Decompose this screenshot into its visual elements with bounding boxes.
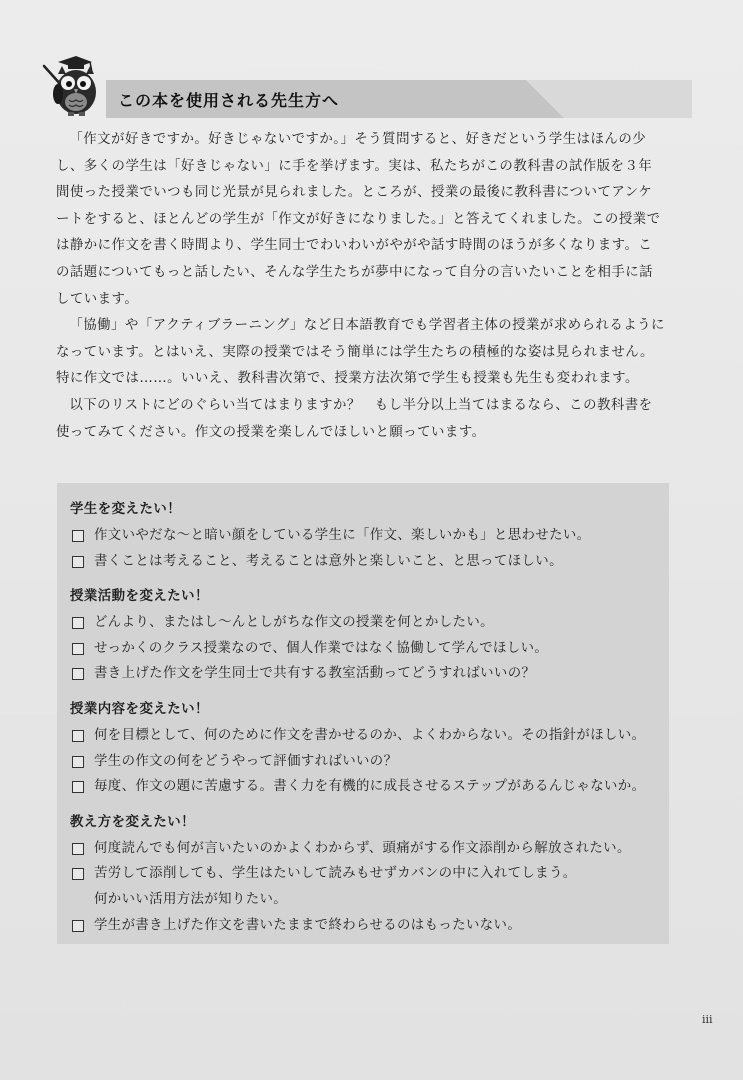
checklist-item-text: どんより、またはし～んとしがちな作文の授業を何とかしたい。	[94, 615, 494, 631]
checklist-item[interactable]	[70, 723, 660, 749]
checkbox[interactable]	[72, 556, 84, 568]
checklist-item[interactable]	[70, 836, 660, 862]
checkbox[interactable]	[72, 730, 84, 742]
section-heading	[40, 56, 680, 120]
checkbox[interactable]	[72, 756, 84, 768]
checkbox[interactable]	[72, 920, 84, 932]
checklist-item-text: せっかくのクラス授業なので、個人作業ではなく協働して学んでほしい。	[94, 640, 549, 656]
checklist-item[interactable]	[70, 610, 660, 636]
intro-paragraph-1: 「作文が好きですか。好きじゃないですか。」そう質問すると、好きだという学生はほんの少し、多くの学生は「好きじゃない」に手を挙げます。実は、私たちがこの教科書の試作版を３年間使った授業でいつも同じ光景が見られました。ところが、授業の最後に教科書についてアンケートをすると、ほとんどの学生が「作文が好きになりました。」と答えてくれました。この授業では静かに作文を書く時間より、学生同士でわいわいがやがや話す時間のほうが多くなります。この話題についてもっと話したい、そんな学生たちが夢中になって自分の言いたいことを相手に話しています。	[56, 132, 661, 307]
intro-text	[56, 127, 666, 446]
checklist-item[interactable]	[70, 523, 660, 549]
checklist-item-text: 毎度、作文の題に苦慮する。書く力を有機的に成長させるステップがあるんじゃないか。	[94, 779, 646, 795]
section-title: 授業活動を変えたい！	[70, 589, 209, 605]
intro-paragraph-3: 以下のリストにどのぐらい当てはまりますか？ もし半分以上当てはまるなら、この教科書を使ってみてください。作文の授業を楽しんでほしいと願っています。	[56, 397, 653, 440]
checklist-item[interactable]	[70, 861, 660, 912]
checkbox[interactable]	[72, 617, 84, 629]
checkbox[interactable]	[72, 643, 84, 655]
page-title: この本を使用される先生方へ	[118, 90, 340, 110]
checklist-section-teaching	[70, 810, 660, 938]
checklist-item-text: 何度読んでも何が言いたいのかよくわからず、頭痛がする作文添削から解放されたい。	[94, 840, 631, 856]
checklist-section-students	[70, 497, 660, 574]
checklist-item-text: 学生の作文の何をどうやって評価すればいいの？	[94, 753, 398, 769]
checkbox[interactable]	[72, 530, 84, 542]
checklist-item[interactable]	[70, 913, 660, 939]
checkbox[interactable]	[72, 668, 84, 680]
intro-paragraph-2: 「協働」や「アクティブラーニング」など日本語教育でも学習者主体の授業が求められるようになっています。とはいえ、実際の授業ではそう簡単には学生たちの積極的な姿は見られません。特に作文では……。いいえ、教科書次第で、授業方法次第で学生も授業も先生も変われます。	[56, 318, 665, 387]
checklist-item-text: 書き上げた作文を学生同士で共有する教室活動ってどうすればいいの？	[94, 666, 536, 682]
checkbox[interactable]	[72, 781, 84, 793]
checklist-box	[57, 483, 669, 944]
checklist-item-text: 苦労して添削しても、学生はたいして読みもせずカバンの中に入れてしまう。 何かいい活用方法が知りたい。	[94, 866, 577, 907]
checklist-section-activities	[70, 584, 660, 687]
checklist-item-text: 書くことは考えること、考えることは意外と楽しいこと、と思ってほしい。	[94, 553, 563, 569]
checklist-item[interactable]	[70, 749, 660, 775]
owl-teacher-icon	[40, 56, 106, 120]
checklist-item[interactable]	[70, 636, 660, 662]
section-title: 学生を変えたい！	[70, 502, 182, 517]
section-title: 授業内容を変えたい！	[70, 701, 209, 717]
checklist-item-text: 学生が書き上げた作文を書いたままで終わらせるのはもったいない。	[94, 917, 522, 933]
checklist-item[interactable]	[70, 661, 660, 687]
heading-banner	[106, 80, 692, 118]
page-number: iii	[702, 1013, 713, 1026]
checklist-section-content	[70, 697, 660, 800]
section-title: 教え方を変えたい！	[70, 814, 196, 830]
checklist-item[interactable]	[70, 774, 660, 800]
checklist-item-text: 何を目標として、何のために作文を書かせるのか、よくわからない。その指針がほしい。	[94, 727, 646, 743]
checklist-item[interactable]	[70, 549, 660, 575]
checkbox[interactable]	[72, 868, 84, 880]
checkbox[interactable]	[72, 843, 84, 855]
checklist-item-text: 作文いやだな～と暗い顔をしている学生に「作文、楽しいかも」と思わせたい。	[94, 528, 591, 543]
